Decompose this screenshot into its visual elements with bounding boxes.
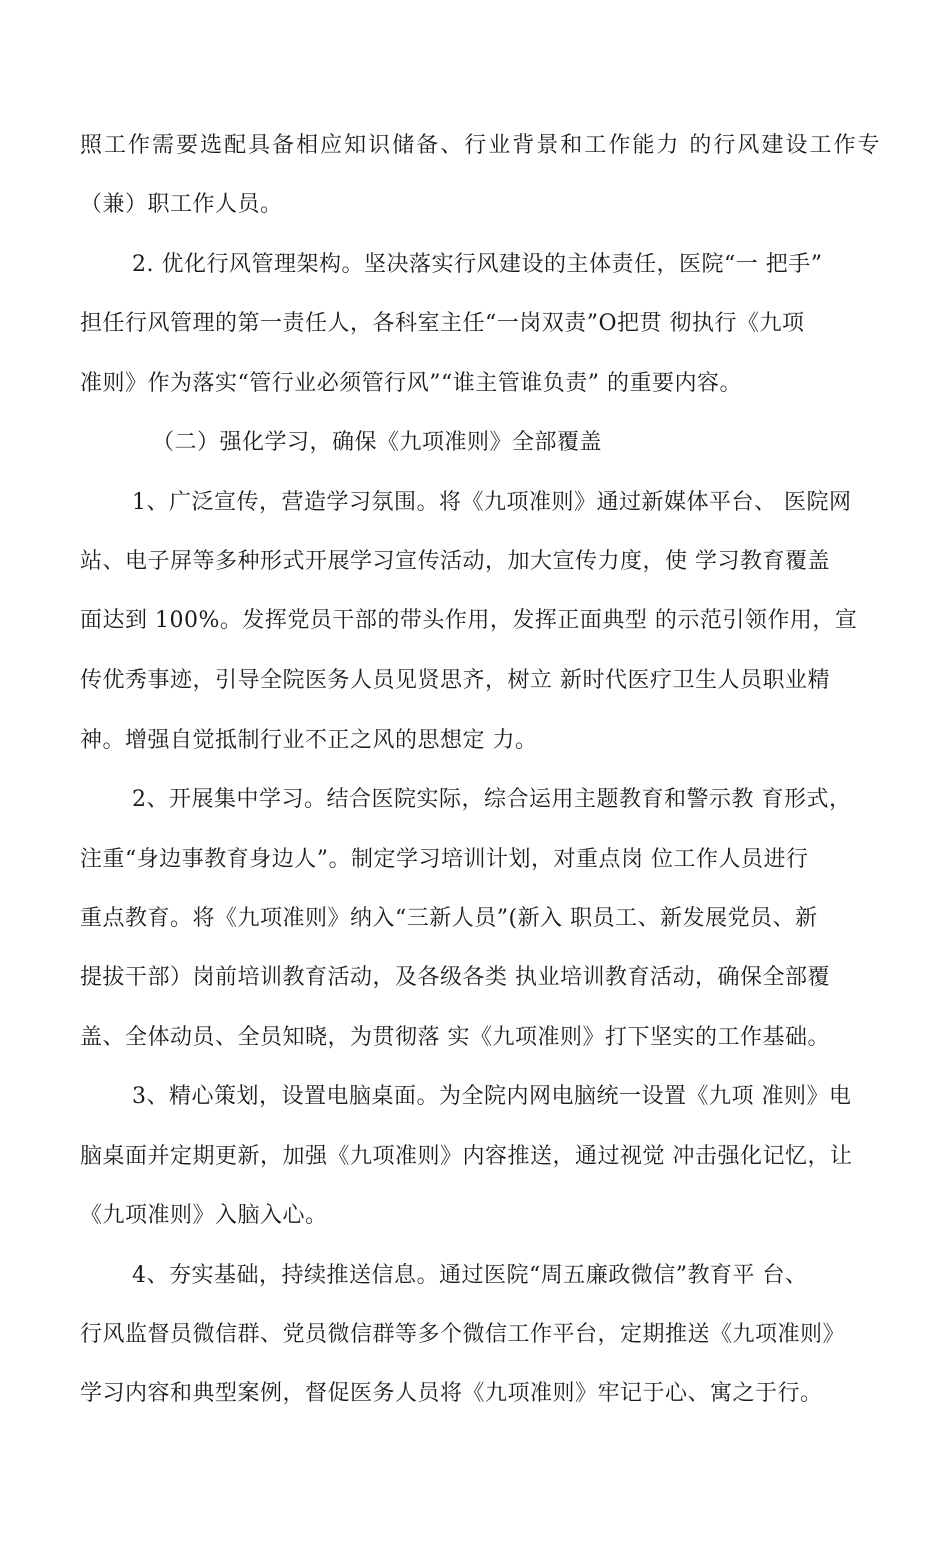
paragraph-line: 3、精心策划，设置电脑桌面。为全院内网电脑统一设置《九项 准则》电 xyxy=(132,1084,852,1109)
paragraph-line: 神。增强自觉抵制行业不正之风的思想定 力。 xyxy=(80,728,538,753)
paragraph-line: 提拔干部）岗前培训教育活动，及各级各类 执业培训教育活动，确保全部覆 xyxy=(80,965,830,990)
paragraph-line: 站、电子屏等多种形式开展学习宣传活动，加大宣传力度，使 学习教育覆盖 xyxy=(80,549,830,574)
paragraph-line: 4、夯实基础，持续推送信息。通过医院“周五廉政微信”教育平 台、 xyxy=(132,1263,808,1288)
paragraph-line: 面达到 100%。发挥党员干部的带头作用，发挥正面典型 的示范引领作用，宣 xyxy=(80,608,858,633)
paragraph-line: 1、广泛宣传，营造学习氛围。将《九项准则》通过新媒体平台、 医院网 xyxy=(132,490,852,515)
paragraph-line: （兼）职工作人员。 xyxy=(80,192,283,217)
paragraph-line: 2. 优化行风管理架构。坚决落实行风建设的主体责任，医院“一 把手” xyxy=(132,252,823,277)
paragraph-line: 学习内容和典型案例，督促医务人员将《九项准则》牢记于心、寓之于行。 xyxy=(80,1381,823,1406)
paragraph-line: 2、开展集中学习。结合医院实际，综合运用主题教育和警示教 育形式， xyxy=(132,787,852,812)
paragraph-line: 重点教育。将《九项准则》纳入“三新人员”(新入 职员工、新发展党员、新 xyxy=(80,906,818,931)
paragraph-line: 脑桌面并定期更新，加强《九项准则》内容推送，通过视觉 冲击强化记忆，让 xyxy=(80,1144,853,1169)
section-heading: （二）强化学习，确保《九项准则》全部覆盖 xyxy=(152,430,603,455)
paragraph-line: 传优秀事迹，引导全院医务人员见贤思齐，树立 新时代医疗卫生人员职业精 xyxy=(80,668,830,693)
paragraph-line: 照工作需要选配具备相应知识储备、行业背景和工作能力 的行风建设工作专 xyxy=(80,133,880,158)
paragraph-line: 行风监督员微信群、党员微信群等多个微信工作平台，定期推送《九项准则》 xyxy=(80,1322,846,1347)
paragraph-line: 盖、全体动员、全员知晓，为贯彻落 实《九项准则》打下坚实的工作基础。 xyxy=(80,1025,830,1050)
paragraph-line: 准则》作为落实“管行业必须管行风”“谁主管谁负责” 的重要内容。 xyxy=(80,371,742,396)
paragraph-line: 担任行风管理的第一责任人，各科室主任“一岗双责”O把贯 彻执行《九项 xyxy=(80,311,805,336)
paragraph-line: 注重“身边事教育身边人”。制定学习培训计划，对重点岗 位工作人员进行 xyxy=(80,847,809,872)
paragraph-line: 《九项准则》入脑入心。 xyxy=(80,1203,328,1228)
